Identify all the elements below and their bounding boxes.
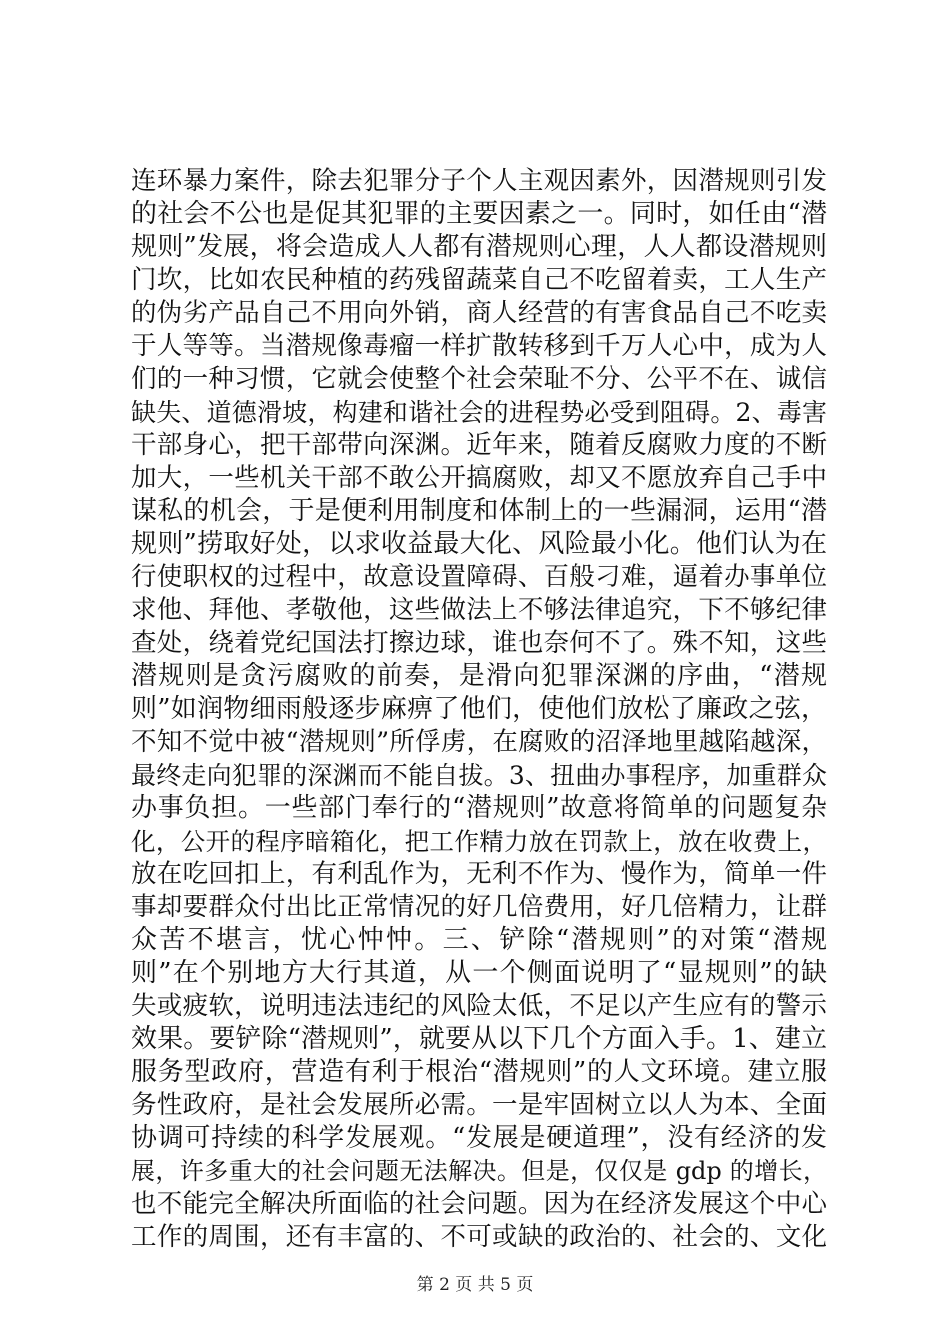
text-line: 求他、拜他、孝敬他，这些做法上不够法律追究，下不够纪律 bbox=[131, 595, 827, 625]
text-line: 化，公开的程序暗箱化，把工作精力放在罚款上，放在收费上， bbox=[131, 827, 827, 856]
text-line: 们的一种习惯，它就会使整个社会荣耻不分、公平不在、诚信 bbox=[131, 364, 827, 394]
text-line: 放在吃回扣上，有利乱作为，无利不作为、慢作为，简单一件 bbox=[131, 859, 827, 889]
text-line: 谋私的机会，于是便利用制度和体制上的一些漏洞，运用“潜 bbox=[131, 496, 827, 526]
text-line: 于人等等。当潜规像毒瘤一样扩散转移到千万人心中，成为人 bbox=[131, 331, 827, 361]
text-line: 工作的周围，还有丰富的、不可或缺的政治的、社会的、文化 bbox=[131, 1222, 827, 1252]
text-line: 的社会不公也是促其犯罪的主要因素之一。同时，如任由“潜 bbox=[131, 199, 827, 229]
text-line: 众苦不堪言，忧心忡忡。三、铲除“潜规则”的对策“潜规 bbox=[131, 925, 827, 955]
text-line: 失或疲软，说明违法违纪的风险太低，不足以产生应有的警示 bbox=[131, 991, 827, 1021]
text-line: 最终走向犯罪的深渊而不能自拔。3、扭曲办事程序，加重群众 bbox=[131, 761, 827, 790]
text-line: 展，许多重大的社会问题无法解决。但是，仅仅是 gdp 的增长， bbox=[131, 1157, 827, 1185]
text-line: 事却要群众付出比正常情况的好几倍费用，好几倍精力，让群 bbox=[131, 892, 827, 922]
text-line: 务性政府，是社会发展所必需。一是牢固树立以人为本、全面 bbox=[131, 1090, 827, 1120]
text-line: 干部身心，把干部带向深渊。近年来，随着反腐败力度的不断 bbox=[131, 430, 827, 460]
text-line: 效果。要铲除“潜规则”，就要从以下几个方面入手。1、建立 bbox=[131, 1024, 827, 1054]
text-line: 缺失、道德滑坡，构建和谐社会的进程势必受到阻碍。2、毒害 bbox=[131, 398, 827, 427]
text-line: 服务型政府，营造有利于根治“潜规则”的人文环境。建立服 bbox=[131, 1057, 827, 1087]
text-line: 加大，一些机关干部不敢公开搞腐败，却又不愿放弃自己手中 bbox=[131, 463, 827, 493]
body-paragraph bbox=[131, 165, 827, 1254]
text-line: 行使职权的过程中，故意设置障碍、百般刁难，逼着办事单位 bbox=[131, 562, 827, 592]
text-line: 门坎，比如农民种植的药残留蔬菜自己不吃留着卖，工人生产 bbox=[131, 265, 827, 295]
text-line: 查处，绕着党纪国法打擦边球，谁也奈何不了。殊不知，这些 bbox=[131, 628, 827, 658]
page-number-footer: 第 2 页 共 5 页 bbox=[416, 1275, 534, 1295]
text-line: 办事负担。一些部门奉行的“潜规则”故意将简单的问题复杂 bbox=[131, 793, 827, 823]
text-line: 则”在个别地方大行其道，从一个侧面说明了“显规则”的缺 bbox=[131, 958, 827, 988]
text-line: 的伪劣产品自己不用向外销，商人经营的有害食品自己不吃卖 bbox=[131, 298, 827, 328]
text-line: 规则”捞取好处，以求收益最大化、风险最小化。他们认为在 bbox=[131, 529, 827, 559]
text-line: 连环暴力案件，除去犯罪分子个人主观因素外，因潜规则引发 bbox=[131, 166, 827, 196]
text-line: 也不能完全解决所面临的社会问题。因为在经济发展这个中心 bbox=[131, 1189, 827, 1219]
text-line: 规则”发展，将会造成人人都有潜规则心理，人人都设潜规则 bbox=[131, 232, 827, 262]
text-line: 则”如润物细雨般逐步麻痹了他们，使他们放松了廉政之弦， bbox=[131, 694, 827, 724]
text-line: 不知不觉中被“潜规则”所俘虏，在腐败的沼泽地里越陷越深， bbox=[131, 727, 827, 757]
text-line: 潜规则是贪污腐败的前奏，是滑向犯罪深渊的序曲，“潜规 bbox=[131, 661, 827, 691]
text-line: 协调可持续的科学发展观。“发展是硬道理”，没有经济的发 bbox=[131, 1123, 827, 1153]
